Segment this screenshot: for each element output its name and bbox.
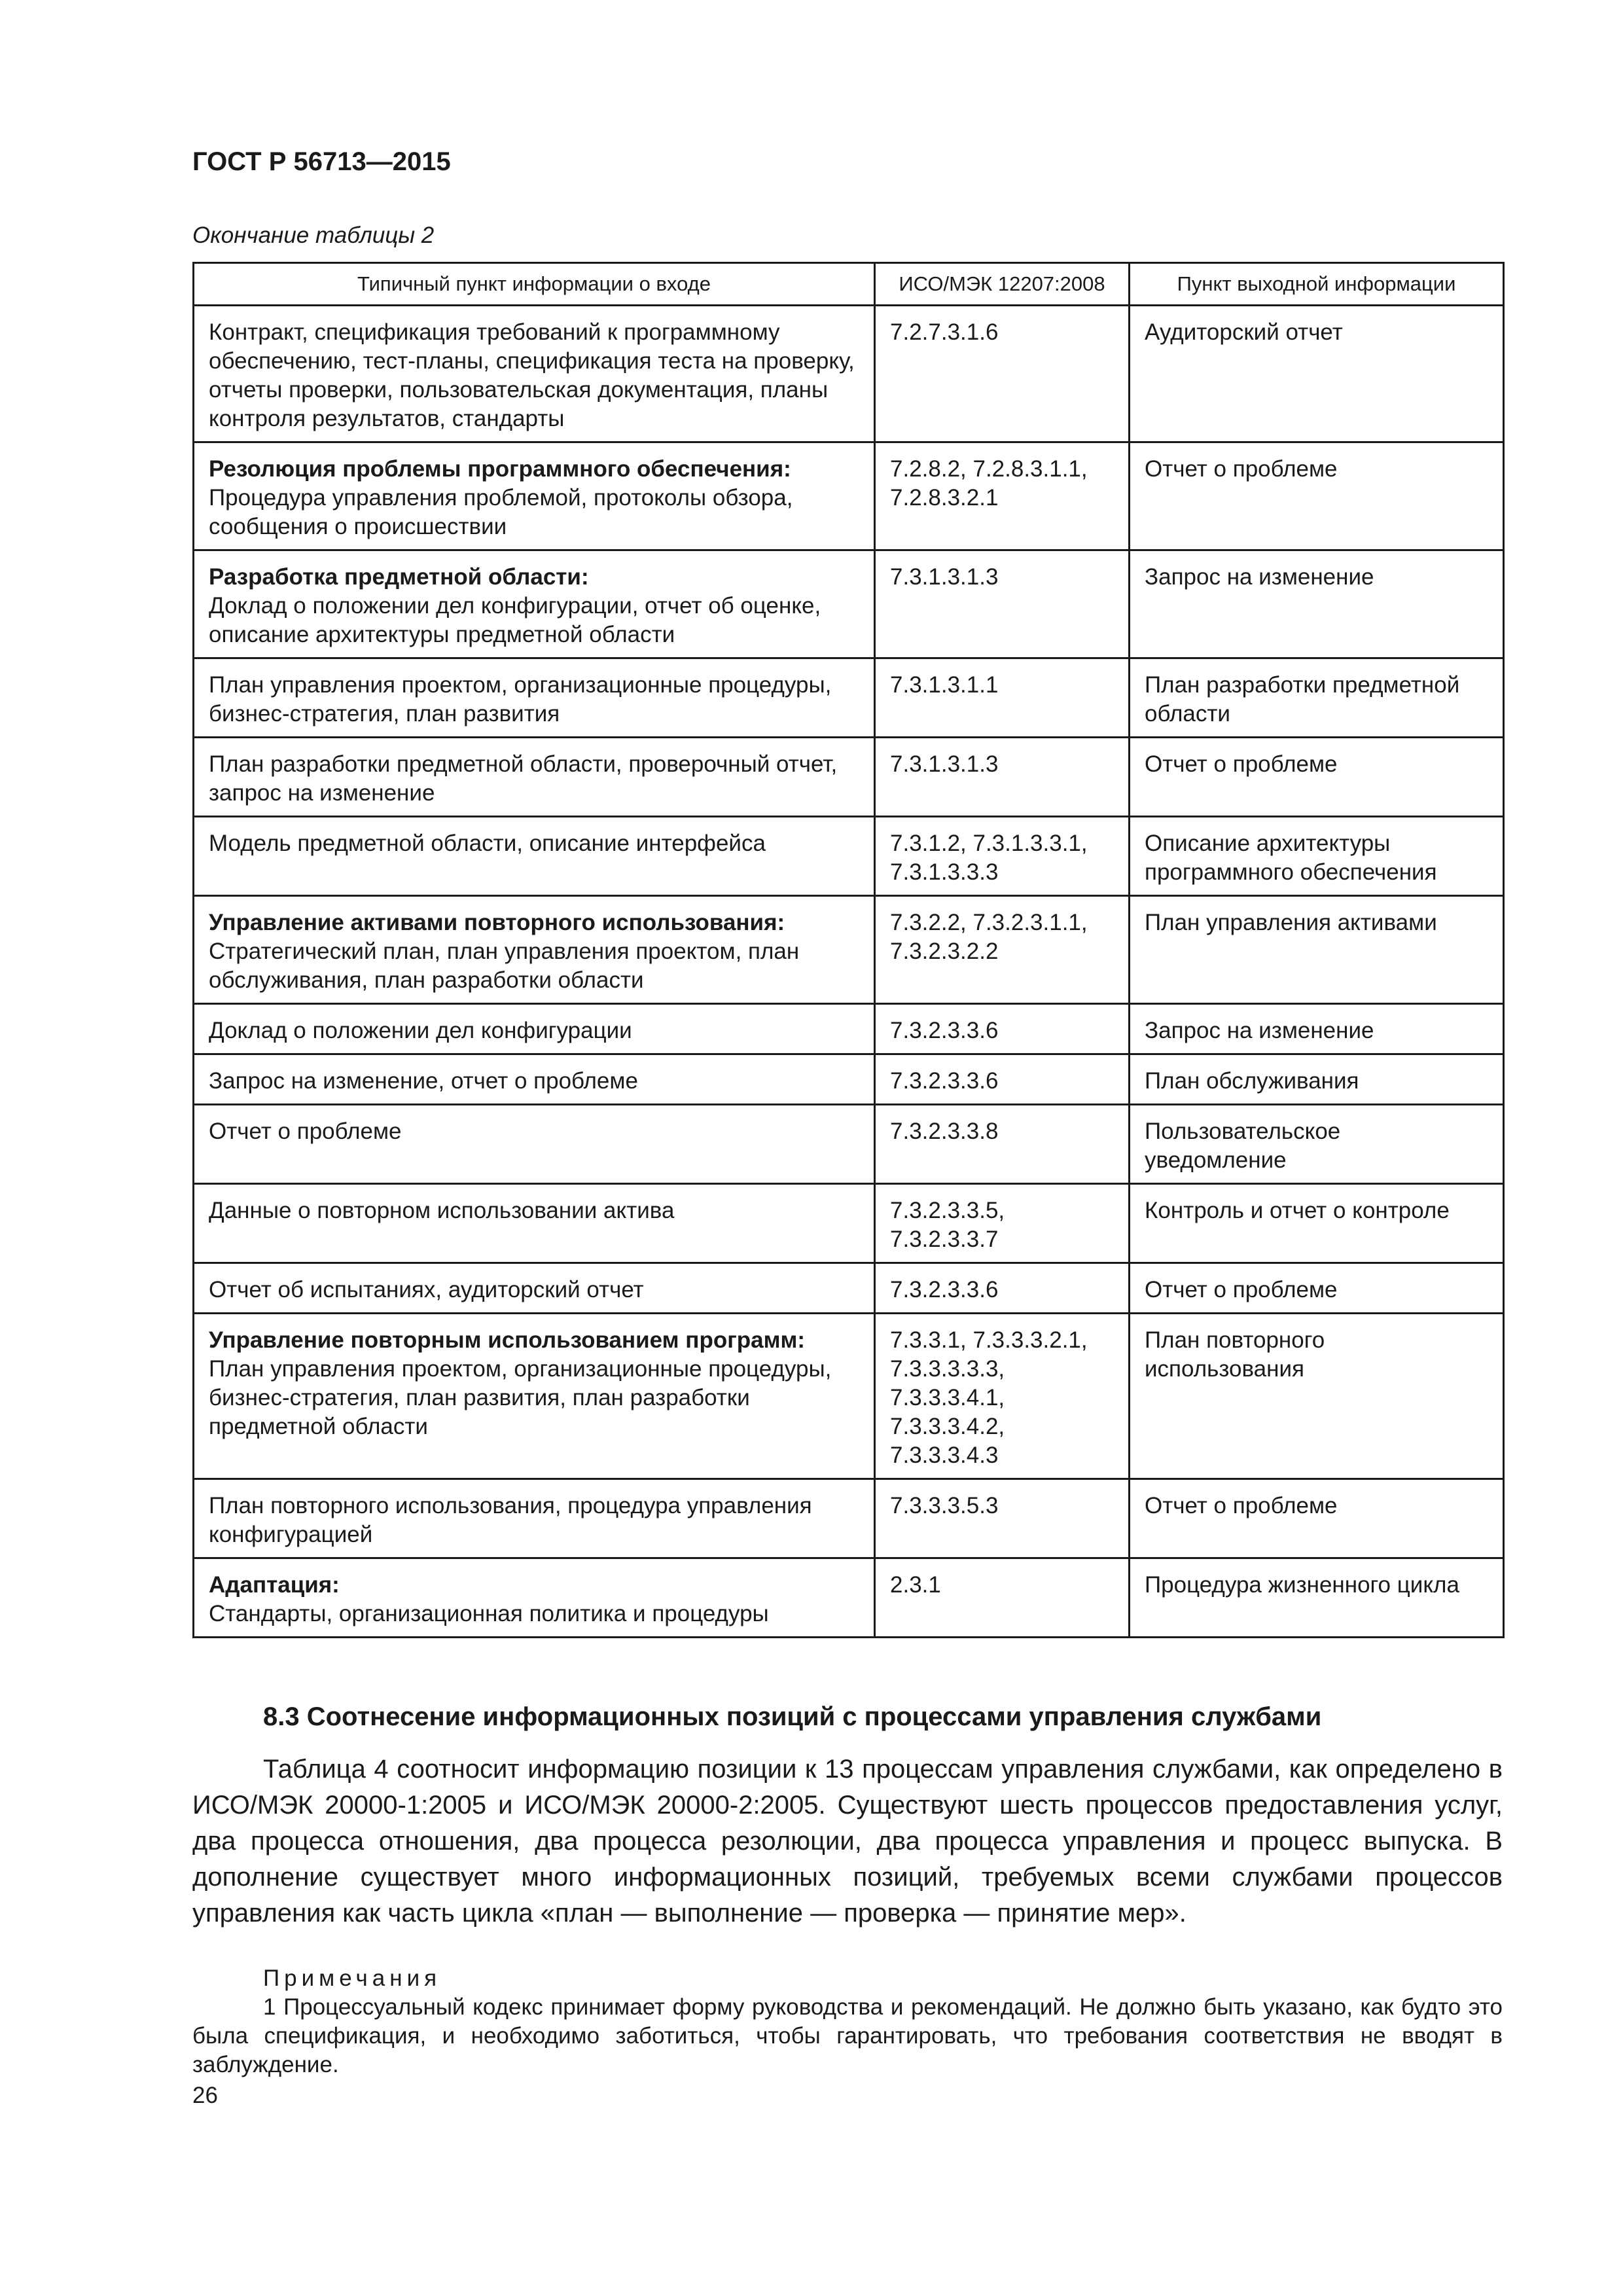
input-info-cell [194, 550, 875, 658]
input-info-text: Запрос на изменение, отчет о проблеме [209, 1068, 638, 1094]
table-body [194, 306, 1504, 1638]
process-title: Резолюция проблемы программного обеспечения: [209, 456, 791, 482]
input-info-text: Данные о повторном использовании актива [209, 1198, 675, 1223]
clause-cell: 7.2.7.3.1.6 [875, 306, 1130, 442]
section-paragraph: Таблица 4 соотносит информацию позиции к 13 процессам управления службами, как определено в ИСО/МЭК 20000-1:2005 и ИСО/МЭК 20000-2:2005. Существуют шесть процессов предоставления услуг, два процесса отношения, два процесса резолюции, два процесса управления и процесс выпуска. В дополнение существует много информационных позиций, требуемых всеми службами процессов управления как часть цикла «план — выполнение — проверка — принятие мер». [192, 1755, 1503, 1928]
clause-cell: 2.3.1 [875, 1558, 1130, 1638]
input-info-cell [194, 1263, 875, 1314]
process-title: Адаптация: [209, 1572, 340, 1598]
input-info-cell [194, 738, 875, 817]
input-info-text: План управления проектом, организационные процедуры, бизнес-стратегия, план развития, план разработки предметной области [209, 1356, 832, 1439]
input-info-text: Доклад о положении дел конфигурации, отчет об оценке, описание архитектуры предметной области [209, 593, 821, 647]
table-row [194, 1314, 1504, 1479]
input-info-text: Модель предметной области, описание интерфейса [209, 831, 766, 856]
process-title: Управление повторным использованием программ: [209, 1327, 806, 1353]
column-header-output: Пункт выходной информации [1130, 263, 1504, 306]
process-title: Разработка предметной области: [209, 564, 589, 590]
table-row [194, 442, 1504, 550]
page-number: 26 [192, 2083, 218, 2108]
input-info-cell [194, 1184, 875, 1263]
section-heading: 8.3 Соотнесение информационных позиций с процессами управления службами [263, 1702, 1322, 1731]
input-info-cell [194, 442, 875, 550]
output-info-cell: Отчет о проблеме [1130, 1479, 1504, 1558]
input-info-cell [194, 1105, 875, 1184]
table-row [194, 1105, 1504, 1184]
input-info-text: План управления проектом, организационные процедуры, бизнес-стратегия, план развития [209, 672, 832, 726]
input-info-cell [194, 306, 875, 442]
clause-cell: 7.3.2.3.3.5, 7.3.2.3.3.7 [875, 1184, 1130, 1263]
input-info-cell [194, 817, 875, 896]
table-row [194, 1004, 1504, 1054]
clause-cell: 7.3.3.3.5.3 [875, 1479, 1130, 1558]
table-row [194, 1558, 1504, 1638]
input-info-cell [194, 658, 875, 738]
clause-cell: 7.2.8.2, 7.2.8.3.1.1, 7.2.8.3.2.1 [875, 442, 1130, 550]
table-row [194, 550, 1504, 658]
input-info-text: План разработки предметной области, проверочный отчет, запрос на изменение [209, 751, 838, 806]
clause-cell: 7.3.2.3.3.6 [875, 1054, 1130, 1105]
input-info-cell [194, 1479, 875, 1558]
output-info-cell: План управления активами [1130, 896, 1504, 1004]
output-info-cell: Аудиторский отчет [1130, 306, 1504, 442]
output-info-cell: Пользовательское уведомление [1130, 1105, 1504, 1184]
clause-cell: 7.3.1.3.1.1 [875, 658, 1130, 738]
table-row [194, 1263, 1504, 1314]
clause-cell: 7.3.2.3.3.8 [875, 1105, 1130, 1184]
column-header-clause: ИСО/МЭК 12207:2008 [875, 263, 1130, 306]
output-info-cell: Запрос на изменение [1130, 1004, 1504, 1054]
input-info-cell [194, 896, 875, 1004]
output-info-cell: Процедура жизненного цикла [1130, 1558, 1504, 1638]
input-info-cell [194, 1054, 875, 1105]
table-row [194, 738, 1504, 817]
column-header-input: Типичный пункт информации о входе [194, 263, 875, 306]
output-info-cell: Отчет о проблеме [1130, 1263, 1504, 1314]
table-caption: Окончание таблицы 2 [192, 223, 435, 248]
table-row [194, 1054, 1504, 1105]
table-header-row [194, 263, 1504, 306]
document-code: ГОСТ Р 56713—2015 [192, 147, 451, 176]
clause-cell: 7.3.1.3.1.3 [875, 738, 1130, 817]
output-info-cell: Описание архитектуры программного обеспечения [1130, 817, 1504, 896]
mapping-table [192, 262, 1505, 1638]
input-info-text: Доклад о положении дел конфигурации [209, 1018, 632, 1043]
output-info-cell: Контроль и отчет о контроле [1130, 1184, 1504, 1263]
table-row [194, 306, 1504, 442]
notes-label: Примечания [263, 1965, 442, 1991]
input-info-text: Контракт, спецификация требований к программному обеспечению, тест-планы, спецификация теста на проверку, отчеты проверки, пользовательская документация, планы контроля результатов, стандарты [209, 319, 855, 431]
input-info-cell [194, 1314, 875, 1479]
input-info-text: Процедура управления проблемой, протоколы обзора, сообщения о происшествии [209, 485, 793, 539]
input-info-text: Отчет о проблеме [209, 1119, 402, 1144]
output-info-cell: План разработки предметной области [1130, 658, 1504, 738]
input-info-cell [194, 1558, 875, 1638]
output-info-cell: Отчет о проблеме [1130, 442, 1504, 550]
clause-cell: 7.3.2.3.3.6 [875, 1263, 1130, 1314]
output-info-cell: План повторного использования [1130, 1314, 1504, 1479]
output-info-cell: Запрос на изменение [1130, 550, 1504, 658]
clause-cell: 7.3.1.2, 7.3.1.3.3.1, 7.3.1.3.3.3 [875, 817, 1130, 896]
input-info-text: Стратегический план, план управления проектом, план обслуживания, план разработки области [209, 939, 800, 993]
input-info-text: Стандарты, организационная политика и процедуры [209, 1601, 769, 1626]
clause-cell: 7.3.3.1, 7.3.3.3.2.1, 7.3.3.3.3.3, 7.3.3.3.4.1, 7.3.3.3.4.2, 7.3.3.3.4.3 [875, 1314, 1130, 1479]
table-row [194, 1479, 1504, 1558]
input-info-cell [194, 1004, 875, 1054]
clause-cell: 7.3.2.3.3.6 [875, 1004, 1130, 1054]
table-row [194, 817, 1504, 896]
table-row [194, 658, 1504, 738]
table-row [194, 896, 1504, 1004]
input-info-text: План повторного использования, процедура управления конфигурацией [209, 1493, 812, 1547]
output-info-cell: Отчет о проблеме [1130, 738, 1504, 817]
table-row [194, 1184, 1504, 1263]
output-info-cell: План обслуживания [1130, 1054, 1504, 1105]
input-info-text: Отчет об испытаниях, аудиторский отчет [209, 1277, 644, 1302]
clause-cell: 7.3.2.2, 7.3.2.3.1.1, 7.3.2.3.2.2 [875, 896, 1130, 1004]
clause-cell: 7.3.1.3.1.3 [875, 550, 1130, 658]
note-1: 1 Процессуальный кодекс принимает форму руководства и рекомендаций. Не должно быть указано, как будто это была спецификация, и необходимо заботиться, чтобы гарантировать, что требования соответствия не вводят в заблуждение. [192, 1994, 1503, 2077]
process-title: Управление активами повторного использования: [209, 910, 785, 935]
